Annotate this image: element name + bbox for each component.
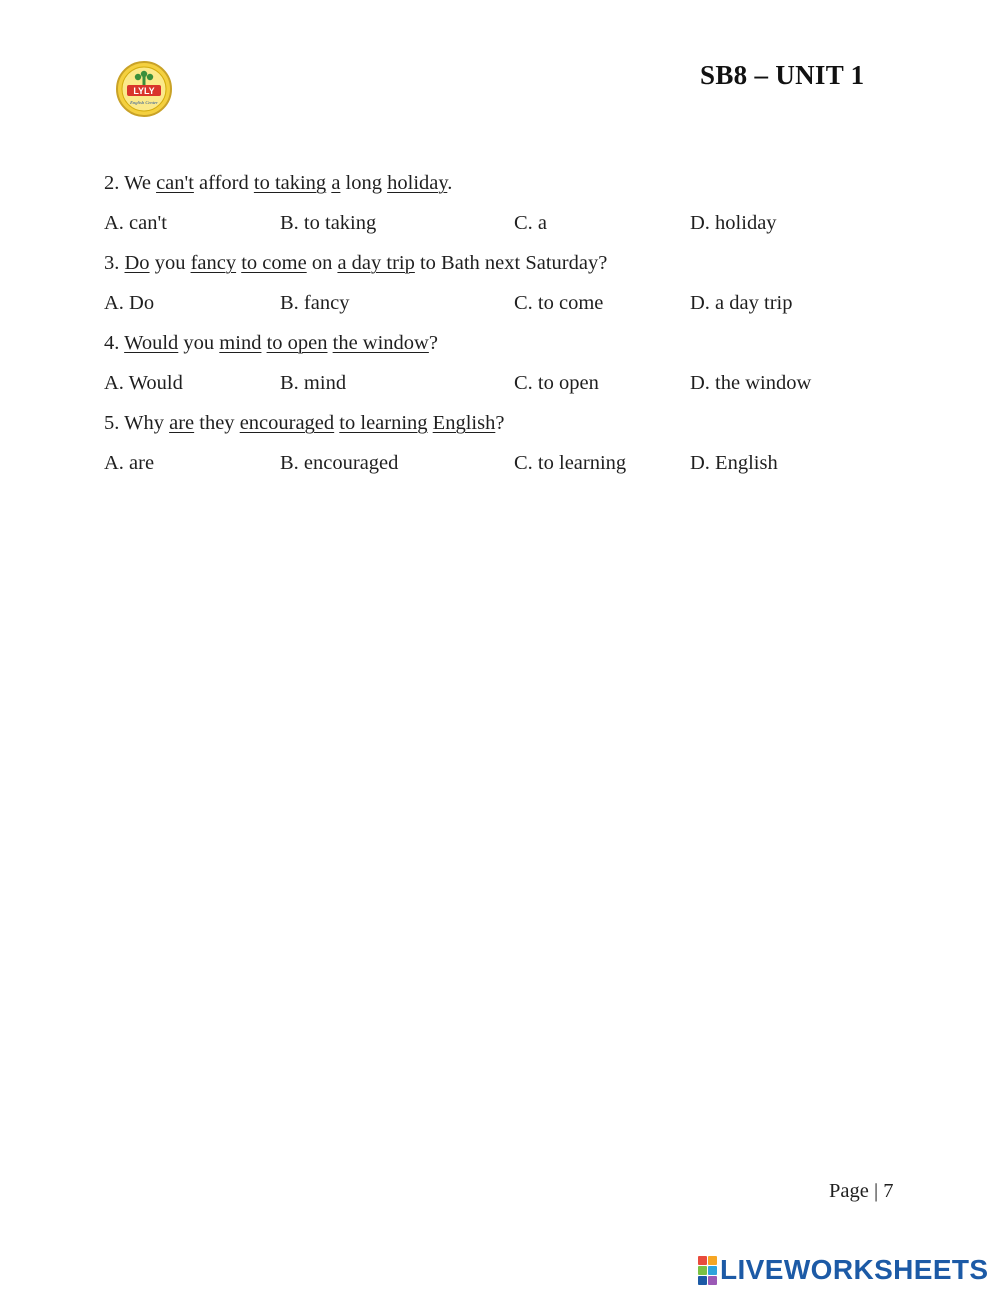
underlined-segment: to learning	[339, 412, 428, 434]
sentence-text: you	[149, 252, 191, 274]
liveworksheets-text: LIVEWORKSHEETS	[720, 1254, 989, 1285]
icon-cell	[698, 1276, 707, 1285]
sentence-text: ?	[495, 412, 505, 434]
underlined-segment: Would	[124, 332, 179, 354]
q5-option-b[interactable]: B. encouraged	[280, 452, 399, 474]
underlined-segment: English	[432, 412, 496, 434]
q3-option-d[interactable]: D. a day trip	[690, 292, 793, 314]
q5-option-d[interactable]: D. English	[690, 452, 778, 474]
sentence-text: ?	[428, 332, 438, 354]
q4-option-c[interactable]: C. to open	[514, 372, 599, 394]
underlined-segment: fancy	[190, 252, 237, 274]
underlined-segment: to taking	[253, 172, 327, 194]
logo-text: LYLY	[133, 86, 155, 96]
sentence-text: .	[447, 172, 453, 194]
q3-option-c[interactable]: C. to come	[514, 292, 604, 314]
underlined-segment: encouraged	[239, 412, 335, 434]
icon-cell	[708, 1256, 717, 1265]
q2-option-c[interactable]: C. a	[514, 212, 548, 234]
icon-cell	[708, 1266, 717, 1275]
q5-option-c[interactable]: C. to learning	[514, 452, 627, 474]
sentence-text: they	[194, 412, 240, 434]
underlined-segment: a	[331, 172, 341, 194]
question-2	[104, 172, 452, 195]
q4-option-b[interactable]: B. mind	[280, 372, 347, 394]
question-5	[104, 412, 504, 435]
liveworksheets-brand[interactable]	[698, 1254, 989, 1286]
question-3	[104, 252, 607, 275]
sentence-text: 5. Why	[104, 412, 170, 434]
page-title: SB8 – UNIT 1	[700, 60, 865, 90]
underlined-segment: Do	[124, 252, 150, 274]
sentence-text: you	[178, 332, 220, 354]
liveworksheets-icon	[698, 1256, 717, 1285]
underlined-segment: to open	[266, 332, 328, 354]
icon-cell	[698, 1256, 707, 1265]
q5-option-a[interactable]: A. are	[104, 452, 155, 474]
page-number: Page | 7	[829, 1180, 894, 1202]
question-4	[104, 332, 438, 355]
sentence-text: 4.	[104, 332, 125, 354]
q4-option-a[interactable]: A. Would	[104, 372, 183, 394]
sentence-text: long	[340, 172, 388, 194]
underlined-segment: holiday	[387, 172, 448, 194]
underlined-segment: can't	[156, 172, 194, 194]
logo-tagline: English Center	[130, 100, 158, 105]
sentence-text: 2. We	[104, 172, 157, 194]
sentence-text: afford	[193, 172, 254, 194]
q2-option-b[interactable]: B. to taking	[280, 212, 377, 234]
q2-option-d[interactable]: D. holiday	[690, 212, 777, 234]
underlined-segment: to come	[241, 252, 307, 274]
icon-cell	[708, 1276, 717, 1285]
q2-option-a[interactable]: A. can't	[104, 212, 167, 234]
sentence-text: 3.	[104, 252, 125, 274]
underlined-segment: a day trip	[337, 252, 415, 274]
q3-option-a[interactable]: A. Do	[104, 292, 155, 314]
q3-option-b[interactable]: B. fancy	[280, 292, 350, 314]
lyly-logo	[114, 60, 174, 118]
q4-option-d[interactable]: D. the window	[690, 372, 812, 394]
sentence-text: to Bath next Saturday?	[414, 252, 608, 274]
icon-cell	[698, 1266, 707, 1275]
sentence-text: on	[306, 252, 338, 274]
underlined-segment: the window	[332, 332, 429, 354]
underlined-segment: are	[169, 412, 195, 434]
underlined-segment: mind	[219, 332, 262, 354]
